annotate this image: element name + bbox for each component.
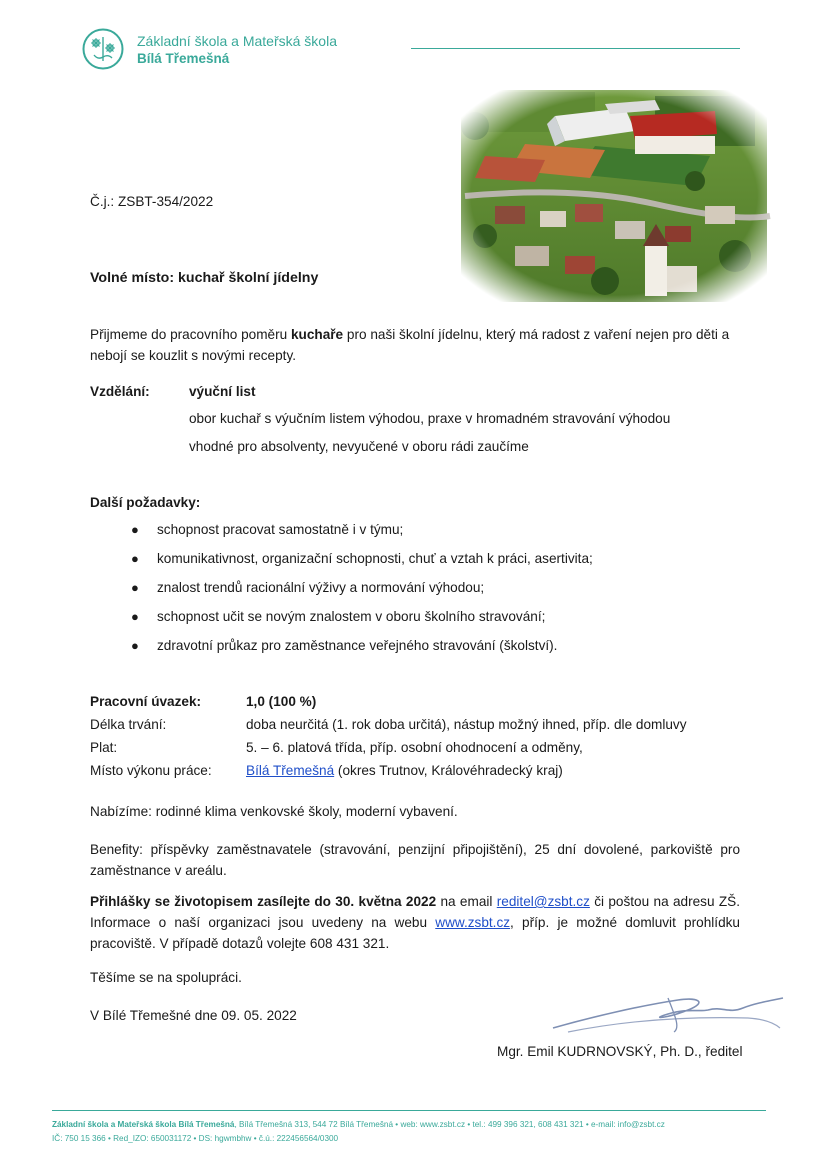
bullet-icon: ●	[131, 609, 139, 624]
requirements-label: Další požadavky:	[90, 495, 201, 510]
page-title: Volné místo: kuchař školní jídelny	[90, 270, 319, 286]
school-logo-icon	[82, 28, 124, 70]
place-label: Místo výkonu práce:	[90, 763, 212, 778]
offer-paragraph: Nabízíme: rodinné klima venkovské školy, moderní vybavení.	[90, 804, 458, 819]
bullet-icon: ●	[131, 580, 139, 595]
email-link[interactable]: reditel@zsbt.cz	[496, 894, 590, 909]
place-link[interactable]: Bílá Třemešná	[246, 763, 335, 778]
duration-value: doba neurčitá (1. rok doba určitá), nástup možný ihned, příp. dle domluvy	[246, 717, 687, 732]
signature-image	[548, 988, 792, 1042]
place-value	[246, 763, 563, 778]
education-item: vhodné pro absolventy, nevyučené v oboru rádi zaučíme	[189, 439, 529, 454]
school-name-line1: Základní škola a Mateřská škola	[137, 33, 337, 49]
apply-text-a: na email	[436, 894, 497, 909]
web-link[interactable]: www.zsbt.cz	[435, 915, 511, 930]
apply-text-c: , příp. je možné domluvit prohlídku pracoviště. V případě dotazů volejte 608 431 321.	[90, 915, 740, 951]
school-name	[137, 33, 337, 67]
footer-line1	[52, 1118, 665, 1132]
school-aerial-photo	[455, 86, 773, 306]
bullet-icon: ●	[131, 522, 139, 537]
bullet-icon: ●	[131, 551, 139, 566]
footer-contacts: , Bílá Třemešná 313, 544 72 Bílá Třemešná • web: www.zsbt.cz • tel.: 499 396 321, 608 431 321 • e-mail: info@zsbt.cz	[234, 1120, 665, 1129]
list-item: komunikativnost, organizační schopnosti, chuť a vztah k práci, asertivita;	[157, 551, 593, 566]
education-item: výuční list	[189, 384, 256, 399]
date-line: V Bílé Třemešné dne 09. 05. 2022	[90, 1008, 297, 1023]
list-item: schopnost pracovat samostatně i v týmu;	[157, 522, 404, 537]
apply-deadline: Přihlášky se životopisem zasílejte do 30. května 2022	[90, 894, 437, 909]
school-name-line2: Bílá Třemešná	[137, 51, 230, 66]
header-divider	[411, 48, 740, 49]
education-item: obor kuchař s výučním listem výhodou, praxe v hromadném stravování výhodou	[189, 411, 671, 426]
reference-number: Č.j.: ZSBT-354/2022	[90, 194, 214, 209]
footer-divider	[52, 1110, 766, 1111]
salary-value: 5. – 6. platová třída, příp. osobní ohodnocení a odměny,	[246, 740, 583, 755]
intro-paragraph	[90, 324, 750, 366]
place-rest: (okres Trutnov, Královéhradecký kraj)	[334, 763, 563, 778]
intro-text-a: Přijmeme do pracovního poměru	[90, 327, 291, 342]
list-item: zdravotní průkaz pro zaměstnance veřejného stravování (školství).	[157, 638, 558, 653]
apply-paragraph	[90, 891, 740, 954]
education-label: Vzdělání:	[90, 384, 150, 399]
bullet-icon: ●	[131, 638, 139, 653]
benefits-paragraph: Benefity: příspěvky zaměstnavatele (stravování, penzijní připojištění), 25 dní dovolené, parkoviště pro zaměstnance v areálu.	[90, 842, 740, 878]
signatory: Mgr. Emil KUDRNOVSKÝ, Ph. D., ředitel	[497, 1044, 743, 1059]
closing-line: Těšíme se na spolupráci.	[90, 970, 242, 985]
intro-text-b: pro naši školní jídelnu, který má radost z vaření nejen pro děti a nebojí se kouzlit s novými recepty.	[90, 327, 730, 363]
workload-value: 1,0 (100 %)	[246, 694, 317, 709]
apply-text-b: či poštou na adresu ZŠ. Informace o naší organizaci jsou uvedeny na webu	[90, 894, 740, 930]
footer-school-name: Základní škola a Mateřská škola Bílá Třemešná	[52, 1120, 235, 1129]
footer-line2: IČ: 750 15 366 • Red_IZO: 650031172 • DS: hgwmbhw • č.ú.: 222456564/0300	[52, 1134, 339, 1143]
salary-label: Plat:	[90, 740, 118, 755]
duration-label: Délka trvání:	[90, 717, 167, 732]
intro-bold: kuchaře	[290, 327, 344, 342]
list-item: schopnost učit se novým znalostem v oboru školního stravování;	[157, 609, 546, 624]
footer	[52, 1118, 665, 1146]
list-item: znalost trendů racionální výživy a normování výhodou;	[157, 580, 485, 595]
workload-label: Pracovní úvazek:	[90, 694, 202, 709]
